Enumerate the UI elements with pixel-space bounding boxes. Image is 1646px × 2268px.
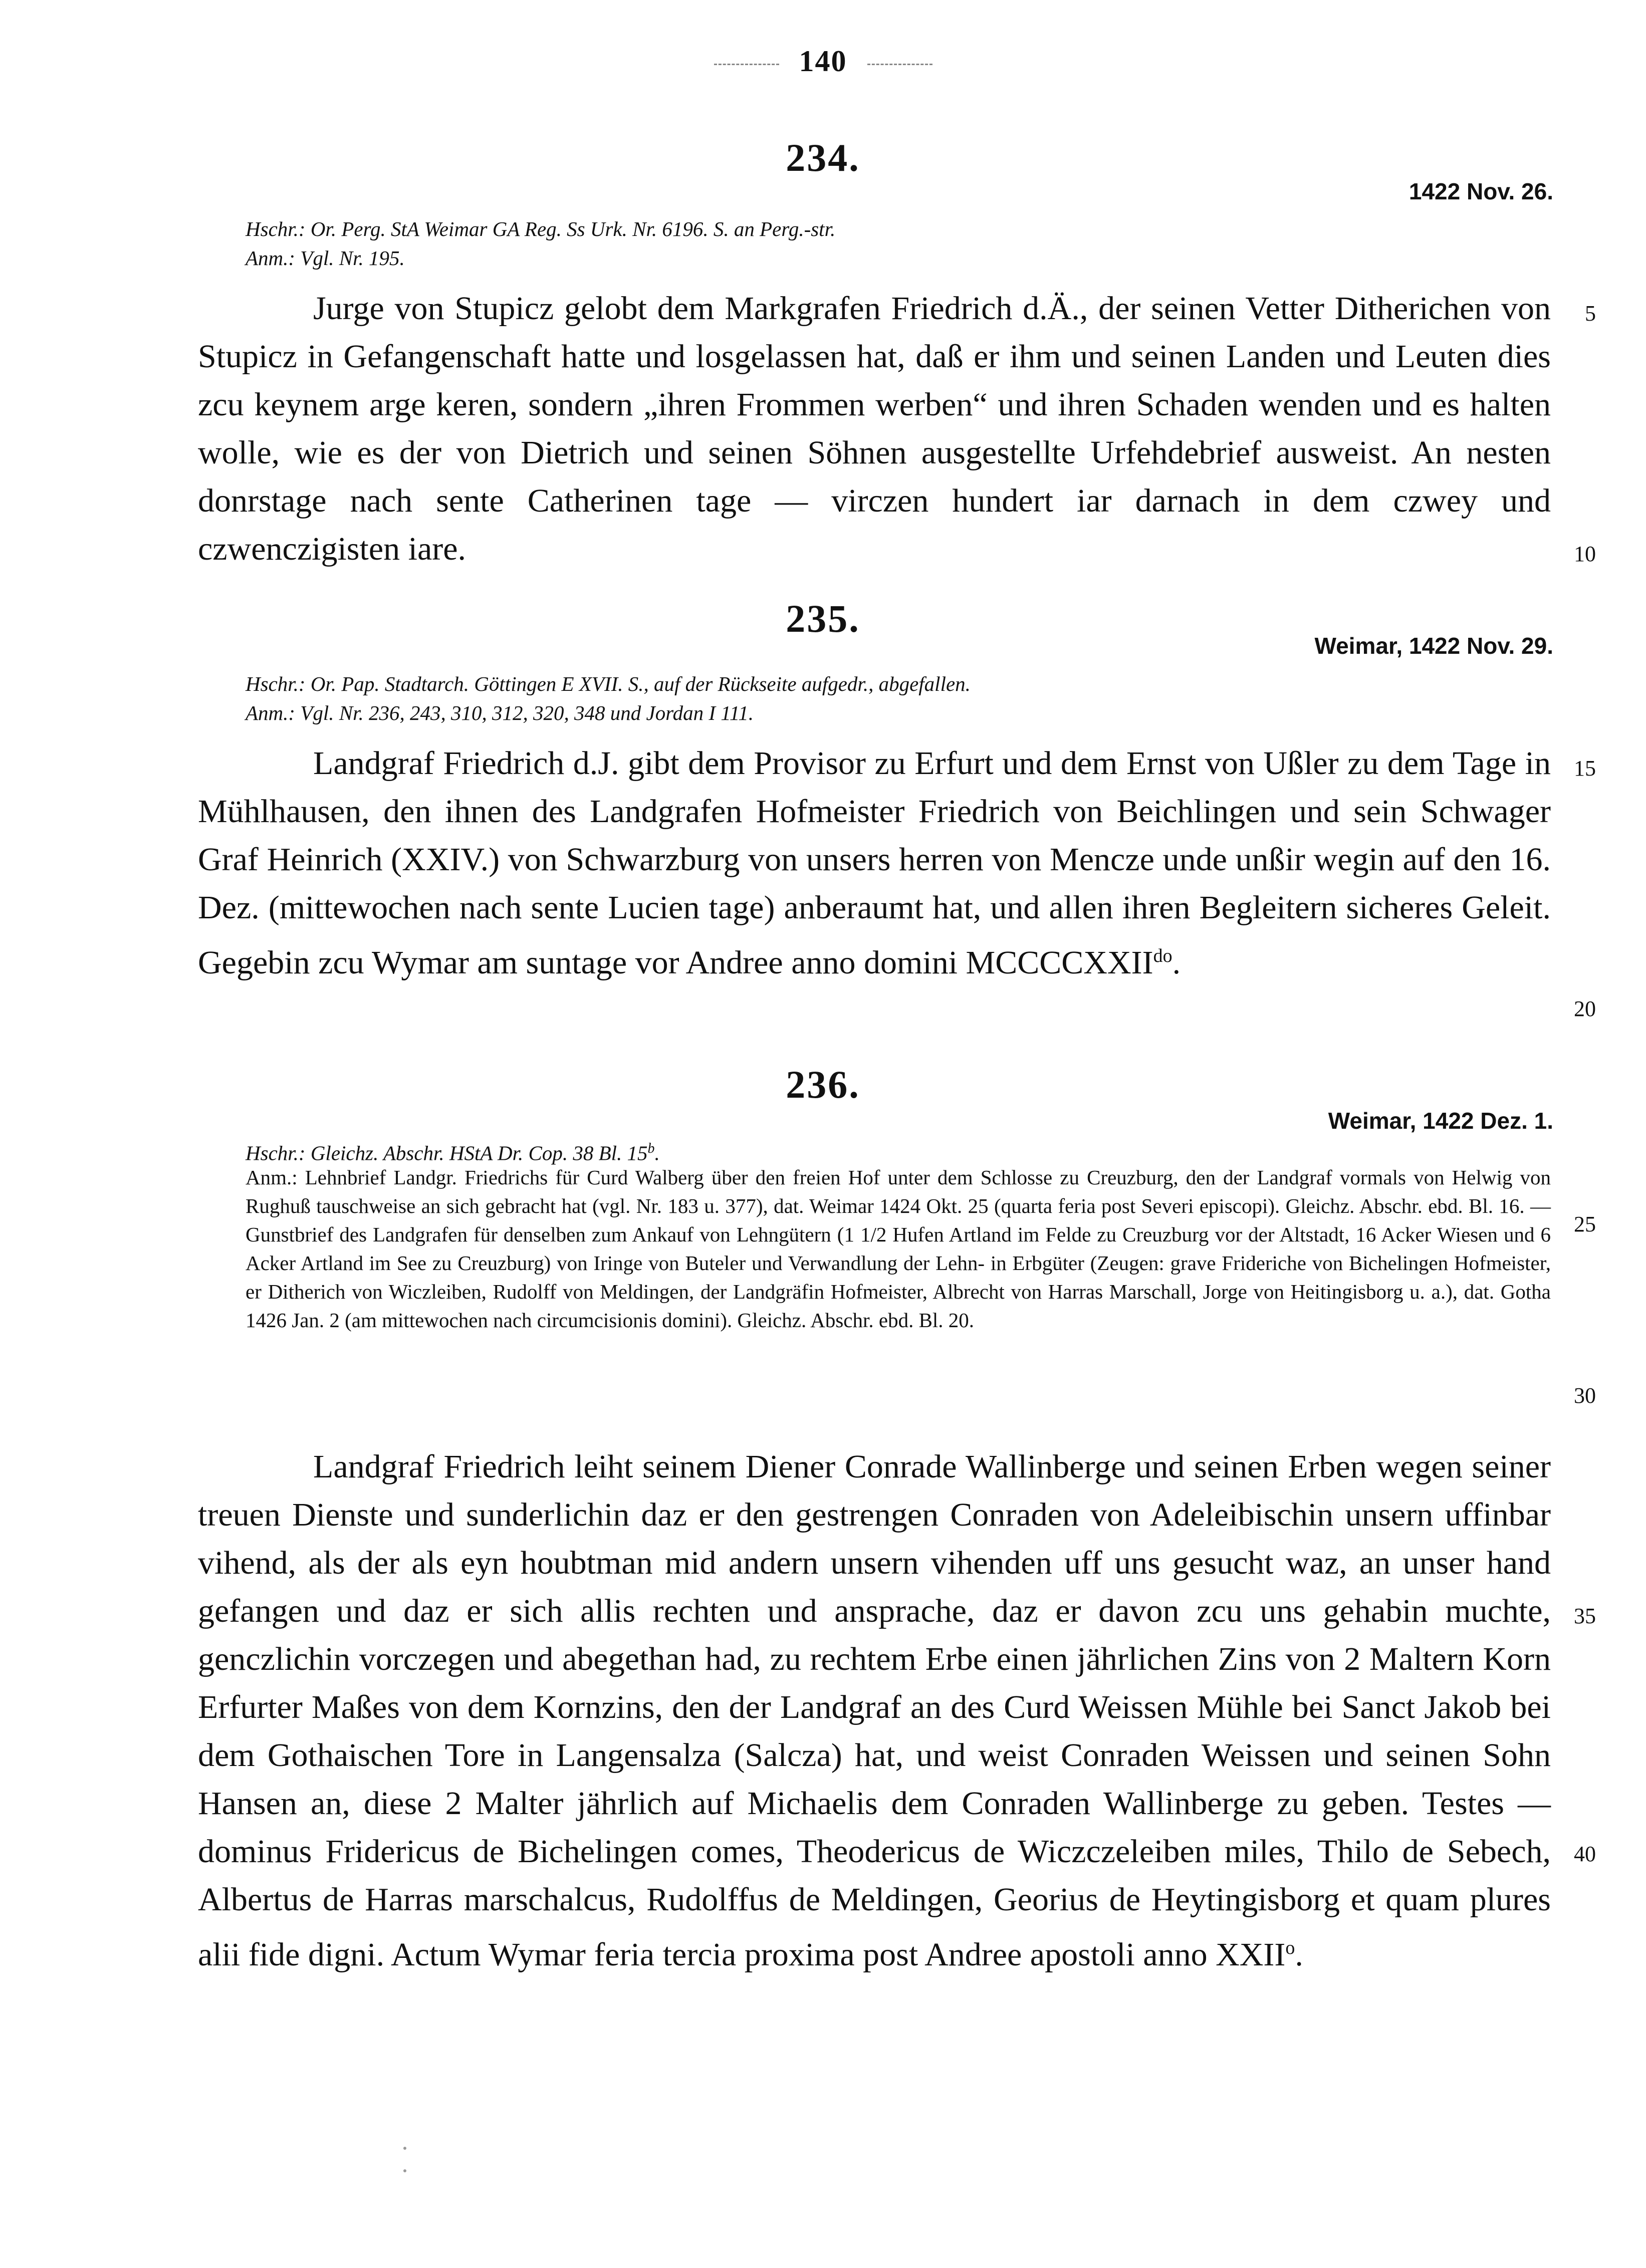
entry-number-236: 236. [786,1063,860,1106]
entry-236-paragraph [198,1443,1551,1979]
line-number-15: 15 [1574,756,1596,781]
page-header [0,44,1646,79]
entry-234-paragraph: Jurge von Stupicz gelobt dem Markgrafen Friedrich d.Ä., der seinen Vetter Ditherichen von Stupicz in Gefangenschaft hatte und losgelassen hat, daß er ihm und seinen Landen und Leuten dies zcu keynem arge keren, sondern „ihren Frommen werben“ und ihren Schaden wenden und es halten wolle, wie es der von Dietrich und seinen Söhnen ausgestellte Urfehdebrief ausweist. An nesten donrstage nach sente Catherinen tage — virczen hundert iar darnach in dem czwey und czwenczigisten iare. [198,290,1551,567]
line-number-5: 5 [1585,301,1596,326]
line-number-40: 40 [1574,1842,1596,1866]
line-number-20: 20 [1574,996,1596,1021]
entry-236-anm-text: Anm.: Lehnbrief Landgr. Friedrichs für Curd Walberg über den freien Hof unter dem Schlosse zu Creuzburg, den der Landgraf vormals von Helwig von Rughuß tauschweise an sich gebracht hat (vgl. Nr. 183 u. 377), dat. Weimar 1424 Okt. 25 (quarta feria post Severi episcopi). Gleichz. Abschr. ebd. Bl. 16. — Gunstbrief des Landgrafen für denselben zum Ankauf von Lehngütern (1 1/2 Hufen Artland im Felde zu Creuzburg vor der Altstadt, 16 Acker Wiesen und 6 Acker Artland im See zu Creuzburg) von Iringe von Buteler und Verwandlung der Lehn- in Erbgüter (Zeugen: grave Friderichе von Bichelingen Hofmeister, er Ditherich von Wiczleiben, Rudolff von Meldingen, der Landgräfin Hofmeister, Albrecht von Harras Marschall, Jorge von Heitingisborg u. a.), dat. Gotha 1426 Jan. 2 (am mittewochen nach circumcisionis domini). Gleichz. Abschr. ebd. Bl. 20. [246,1166,1551,1332]
entry-234-text [198,285,1551,573]
entry-235-paragraph-main: Landgraf Friedrich d.J. gibt dem Provisor zu Erfurt und dem Ernst von Ußler zu dem Tage in Mühlhausen, den ihnen des Landgrafen Hofmeister Friedrich von Beichlingen und sein Schwager Graf Heinrich (XXIV.) von Schwarzburg von unsers herren von Mencze unde unßir wegin auf den 16. Dez. (mittewochen nach sente Lucien tage) anberaumt hat, und allen ihren Begleitern sicheres Geleit. Gegebin zcu Wymar am suntage vor Andree anno domini MCCCCXXII [198,745,1551,981]
entry-236-anm [246,1163,1551,1335]
line-number-10: 10 [1574,542,1596,566]
entry-date-234: 1422 Nov. 26. [1408,178,1553,204]
entry-234-hschr: Hschr.: Or. Perg. StA Weimar GA Reg. Ss Urk. Nr. 6196. S. an Perg.-str. [246,217,836,240]
entry-date-236: Weimar, 1422 Dez. 1. [1328,1108,1553,1134]
entry-236-hschr-end: . [654,1141,660,1165]
print-speck [403,2147,406,2150]
entry-236-hschr-superscript: b [647,1141,655,1156]
entry-236-hschr-main: Hschr.: Gleichz. Abschr. HStA Dr. Cop. 38 Bl. 15 [246,1141,648,1165]
entry-235-anm: Anm.: Vgl. Nr. 236, 243, 310, 312, 320, 348 und Jordan I 111. [246,701,754,724]
line-number-30: 30 [1574,1383,1596,1408]
print-speck [403,2169,406,2172]
header-dash-right [867,64,932,65]
entry-235-paragraph [198,739,1551,987]
entry-235-hschr: Hschr.: Or. Pap. Stadtarch. Göttingen E XVII. S., auf der Rückseite aufgedr., abgefallen. [246,672,971,695]
entry-235-paragraph-end: . [1172,944,1181,981]
entry-236-hschr [246,1134,1551,1168]
line-number-25: 25 [1574,1212,1596,1236]
entry-234-anm: Anm.: Vgl. Nr. 195. [246,246,405,270]
entry-number-235: 235. [786,597,860,640]
line-number-35: 35 [1574,1604,1596,1628]
entry-236-superscript: o [1285,1937,1295,1958]
page-number: 140 [799,45,847,78]
entry-235-superscript: do [1153,945,1172,966]
entry-236-text [198,1443,1551,1979]
entry-235-text [198,739,1551,987]
entry-236-paragraph-main: Landgraf Friedrich leiht seinem Diener Conrade Wallinberge und seinen Erben wegen seiner treuen Dienste und sunderlichin daz er den gestrengen Conraden von Adeleibischin unsern uffinbar vihend, als der als eyn houbtman mid andern unsern vihenden uff uns gesucht waz, an unser hand gefangen und daz er sich allis rechten und ansprache, daz er davon zcu uns gehabin muchte, genczlichin vorczegen und abegethan had, zu rechtem Erbe einen jährlichen Zins von 2 Maltern Korn Erfurter Maßes von dem Kornzins, den der Landgraf an des Curd Weissen Mühle bei Sanct Jakob bei dem Gothaischen Tore in Langensalza (Salcza) hat, und weist Conraden Weissen und seinen Sohn Hansen an, diese 2 Malter jährlich auf Michaelis dem Conraden Wallinberge zu geben. Testes — dominus Fridericus de Bichelingen comes, Theodericus de Wiczczeleiben miles, Thilo de Sebech, Albertus de Harras marschalcus, Rudolffus de Meldingen, Georius de Heytingisborg et quam plures alii fide digni. Actum Wymar feria tercia proxima post Andree apostoli anno XXII [198,1448,1551,1973]
entry-number-234: 234. [786,136,860,179]
entry-236-paragraph-end: . [1295,1936,1303,1973]
header-dash-left [714,64,779,65]
entry-date-235: Weimar, 1422 Nov. 29. [1314,633,1553,659]
